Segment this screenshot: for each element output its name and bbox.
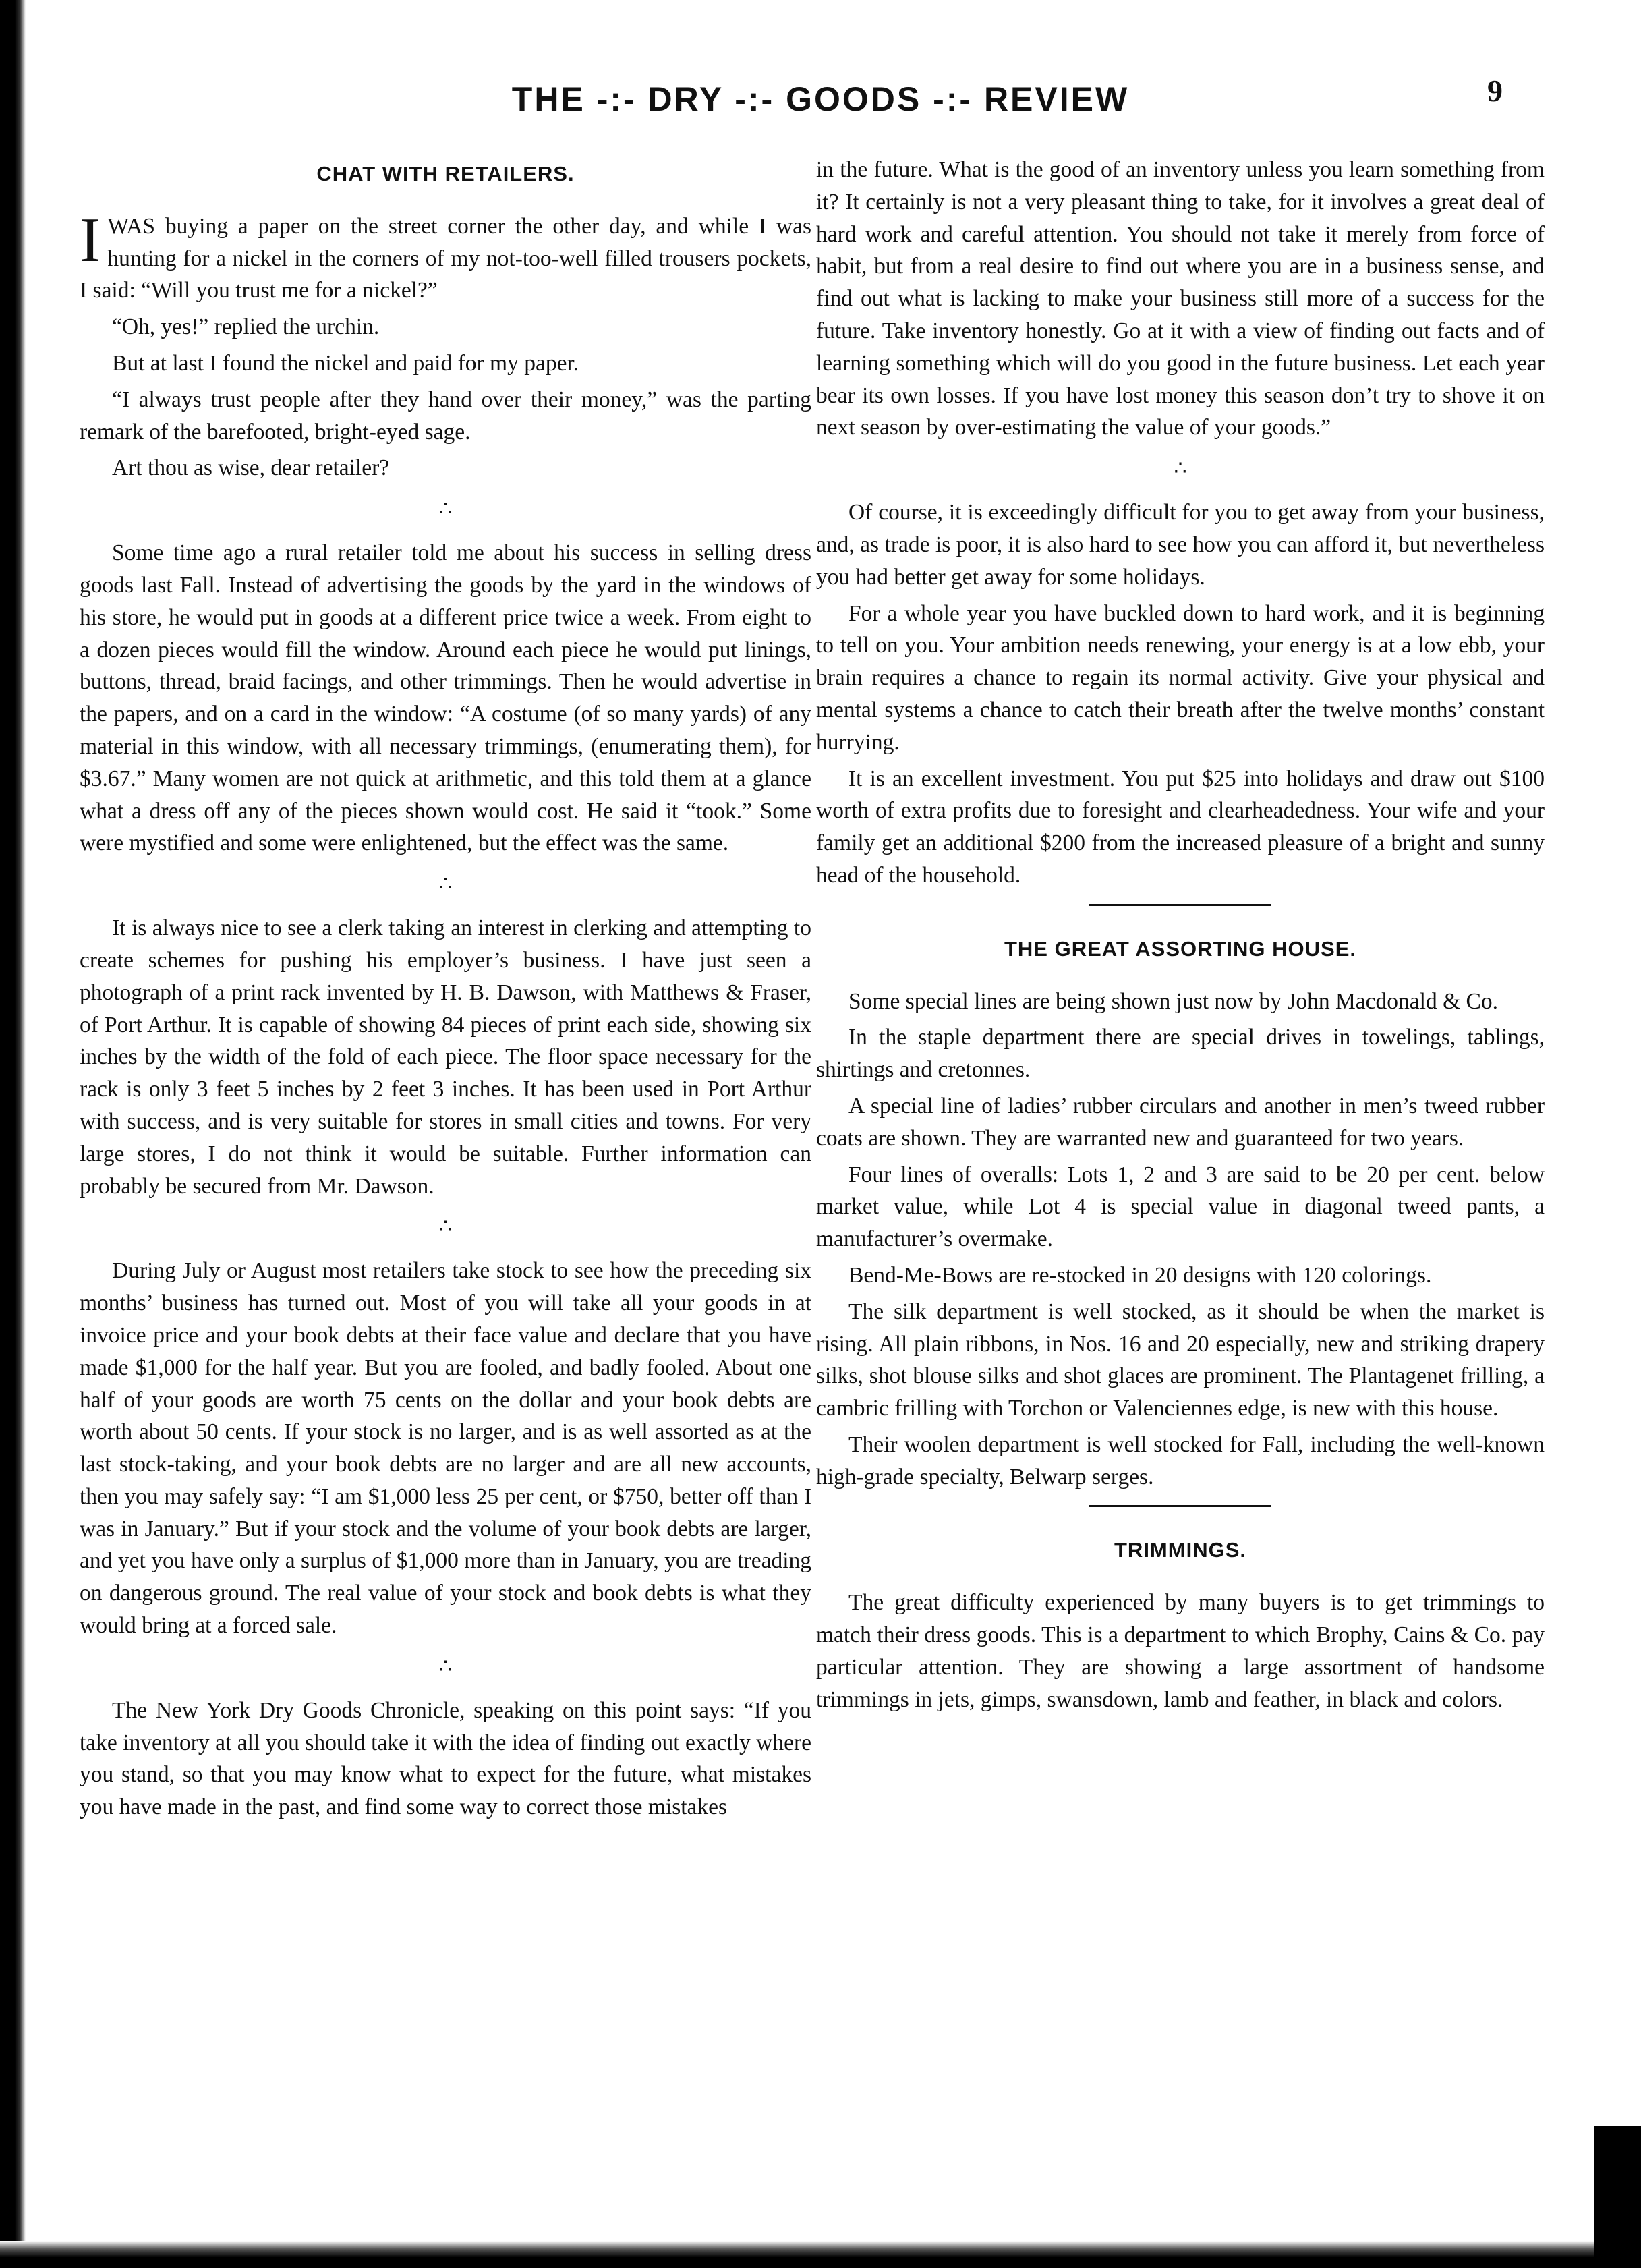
article-paragraph: During July or August most retailers take stock to see how the preceding six months’ business has turned out. Most of you will take all your goods in at invoice price and your book debts at their face value and declare that you have made $1,000 for the half year. But you are fooled, and badly fooled. About one half of your goods are worth 75 cents on the dollar and your book debts are worth about 50 cents. If your stock is no larger, and is as well assorted as at the last stock-taking, and your book debts are no larger and are all new accounts, then you may safely say: “I am $1,000 less 25 per cent, or $750, better off than I was in January.” But if your stock and the volume of your book debts are larger, and yet you have only a surplus of $1,000 more than in January, you are treading on dangerous ground. The real value of your stock and book debts is what they would bring at a forced sale.	[80, 1258, 811, 1639]
article-paragraph: IWAS buying a paper on the street corner the other day, and while I was hunting for a nickel in the corners of my not-too-well filled trousers pockets, I said: “Will you trust me for a nickel?”	[80, 204, 811, 304]
article-paragraph: Of course, it is exceedingly difficult for you to get away from your business, and, as trade is poor, it is also hard to see how you can afford it, but nevertheless you had better get away for some holidays.	[816, 500, 1545, 590]
scan-edge-left	[0, 0, 26, 2268]
section-divider	[1089, 904, 1271, 906]
article-paragraph: But at last I found the nickel and paid for my paper.	[112, 350, 579, 376]
page-number: 9	[1487, 74, 1503, 108]
article-paragraph: The great difficulty experienced by many buyers is to get trimmings to match their dress goods. This is a department to which Brophy, Cains & Co. pay particular attention. They are showing a large assortment of handsome trimmings in jets, gimps, swansdown, lamb and feather, in black and colors.	[816, 1590, 1545, 1712]
masthead: THE -:- DRY -:- GOODS -:- REVIEW	[511, 80, 1130, 118]
asterism-ornament: ∴	[438, 1655, 453, 1678]
section-title-trimmings: TRIMMINGS.	[1114, 1538, 1246, 1562]
right-column	[816, 154, 1545, 1720]
article-paragraph: For a whole year you have buckled down to hard work, and it is beginning to tell on you. Your ambition needs renewing, your energy is at a low ebb, your brain requires a chance to regain its normal activity. Give your physical and mental systems a chance to catch their breath after the twelve months’ constant hurrying.	[816, 600, 1545, 755]
article-paragraph: The New York Dry Goods Chronicle, speaking on this point says: “If you take inventory at all you should take it with the idea of finding out exactly where you stand, so that you may know what to expect for the future, what mistakes you have made in the past, and find some way to correct those mistakes	[80, 1697, 811, 1820]
left-column	[80, 154, 811, 1827]
article-paragraph: Some time ago a rural retailer told me about his success in selling dress goods last Fall. Instead of advertising the goods by the yard in the windows of his store, he would put in goods at a different price twice a week. From eight to a dozen pieces would fill the window. Around each piece he would put linings, buttons, thread, braid facings, and other trimmings. Then he would advertise in the papers, and on a card in the window: “A costume (of so many yards) of any material in this window, with all necessary trimmings, (enumerating them), for $3.67.” Many women are not quick at arithmetic, and this told them at a glance what a dress off any of the pieces shown would cost. He said it “took.” Some were mystified and some were enlightened, but the effect was the same.	[80, 540, 811, 856]
asterism-ornament: ∴	[438, 873, 453, 896]
asterism-ornament: ∴	[438, 498, 453, 521]
article-paragraph: “Oh, yes!” replied the urchin.	[112, 314, 380, 340]
article-paragraph: A special line of ladies’ rubber circulars and another in men’s tweed rubber coats are shown. They are warranted new and guaranteed for two years.	[816, 1093, 1545, 1151]
article-paragraph: In the staple department there are special drives in towelings, tablings, shirtings and cretonnes.	[816, 1025, 1545, 1083]
article-paragraph: Their woolen department is well stocked for Fall, including the well-known high-grade specialty, Belwarp serges.	[816, 1431, 1545, 1490]
scan-edge-bottom	[0, 2241, 1641, 2268]
section-title-chat: CHAT WITH RETAILERS.	[316, 162, 575, 186]
article-paragraph: Some special lines are being shown just now by John Macdonald & Co.	[848, 988, 1498, 1014]
scan-edge-corner	[1594, 2126, 1641, 2268]
article-paragraph: “I always trust people after they hand over their money,” was the parting remark of the barefooted, bright-eyed sage.	[80, 387, 811, 445]
article-paragraph: in the future. What is the good of an inventory unless you learn something from it? It certainly is not a very pleasant thing to take, for it involves a great deal of hard work and careful attention. You should not take it merely from force of habit, but from a real desire to find out where you are in a business sense, and find out what is lacking to make your business still more of a success for the future. Take inventory honestly. Go at it with a view of finding out facts and of learning something which will do you good in the future business. Let each year bear its own losses. If you have lost money this season don’t try to shove it on next season by over-estimating the value of your goods.”	[816, 157, 1545, 441]
drop-cap: I	[80, 204, 101, 275]
asterism-ornament: ∴	[438, 1216, 453, 1239]
section-title-assorting: THE GREAT ASSORTING HOUSE.	[1004, 936, 1357, 961]
article-paragraph: Bend-Me-Bows are re-stocked in 20 designs with 120 colorings.	[848, 1262, 1432, 1288]
article-paragraph: The silk department is well stocked, as it should be when the market is rising. All plain ribbons, in Nos. 16 and 20 especially, new and striking drapery silks, shot blouse silks and shot glaces are prominent. The Plantagenet frilling, a cambric frilling with Torchon or Valenciennes edge, is new with this house.	[816, 1299, 1545, 1421]
article-paragraph: It is always nice to see a clerk taking an interest in clerking and attempting to create schemes for pushing his employer’s business. I have just seen a photograph of a print rack invented by H. B. Dawson, with Matthews & Fraser, of Port Arthur. It is capable of showing 84 pieces of print each side, showing six inches by the width of the fold of each piece. The floor space necessary for the rack is only 3 feet 5 inches by 2 feet 3 inches. It has been used in Port Arthur with success, and is very suitable for stores in small cities and towns. For very large stores, I do not think it would be suitable. Further information can probably be secured from Mr. Dawson.	[80, 915, 811, 1199]
asterism-ornament: ∴	[1174, 457, 1187, 480]
article-paragraph: Art thou as wise, dear retailer?	[112, 455, 390, 481]
section-divider	[1089, 1505, 1271, 1507]
article-paragraph: It is an excellent investment. You put $25 into holidays and draw out $100 worth of extra profits due to foresight and clearheadedness. Your wife and your family get an additional $200 from the increased pleasure of a bright and sunny head of the household.	[816, 766, 1545, 888]
article-paragraph: Four lines of overalls: Lots 1, 2 and 3 are said to be 20 per cent. below market value, while Lot 4 is special value in diagonal tweed pants, a manufacturer’s overmake.	[816, 1162, 1545, 1252]
